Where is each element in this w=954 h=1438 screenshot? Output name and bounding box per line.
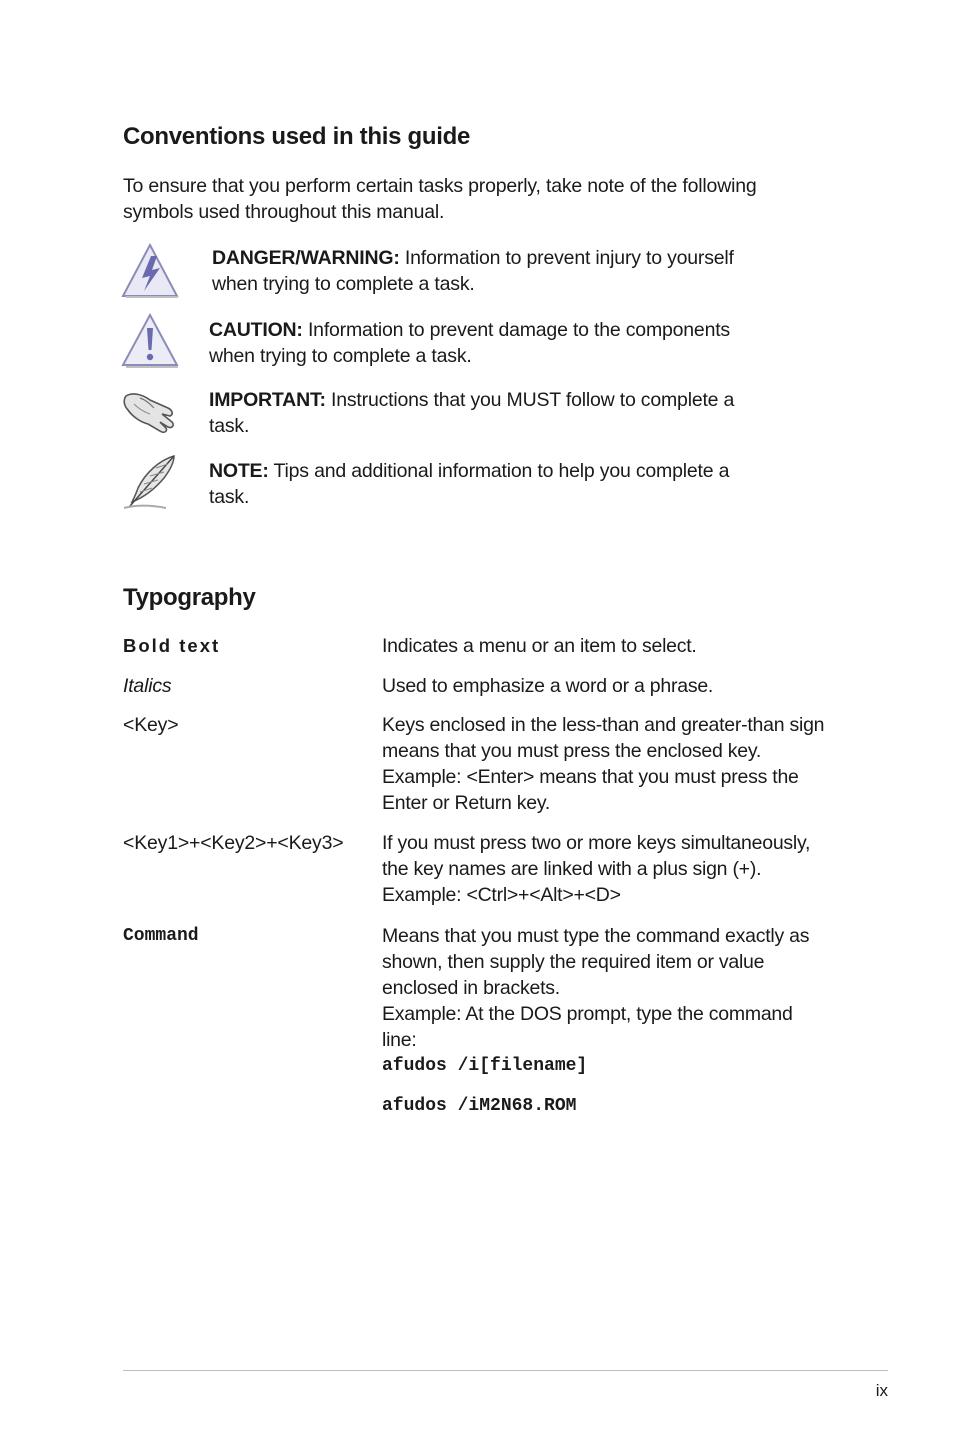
typo-desc-command [382,923,832,1119]
notice-important-desc: Instructions that you MUST follow to complete a task. [209,389,735,437]
command-example-syntax: afudos /i[filename] [382,1056,588,1076]
conventions-intro: To ensure that you perform certain tasks properly, take note of the following symbols used throughout this manual. [123,175,757,223]
notice-important-text [209,387,769,439]
notice-caution-desc: Information to prevent damage to the components when trying to complete a task. [209,319,730,367]
typo-term-key-combo: <Key1>+<Key2>+<Key3> [123,832,344,854]
typo-desc-bold: Indicates a menu or an item to select. [382,635,697,657]
typography-heading: Typography [123,584,256,611]
command-example-actual: afudos /iM2N68.ROM [382,1096,577,1116]
typo-desc-key: Keys enclosed in the less-than and greater-than sign means that you must press the enclosed key. Example: <Enter> means that you must press the Enter or Return key. [382,714,825,814]
typo-term-command: Command [123,926,199,946]
notice-danger-label: DANGER/WARNING: [212,247,400,269]
footer-divider [123,1370,888,1371]
typo-desc-command-example: Example: At the DOS prompt, type the command line: [382,1003,793,1051]
notice-danger-text [212,245,772,297]
conventions-heading: Conventions used in this guide [123,123,471,150]
typo-desc-italics: Used to emphasize a word or a phrase. [382,675,714,697]
pointing-hand-icon [120,386,180,441]
notice-note-text [209,458,769,510]
typo-desc-command-text: Means that you must type the command exactly as shown, then supply the required item or value enclosed in brackets. [382,925,810,999]
notice-note-label: NOTE: [209,460,269,482]
quill-note-icon [120,454,180,517]
notice-danger-desc: Information to prevent injury to yourself when trying to complete a task. [212,247,734,295]
page-number: ix [875,1381,888,1400]
typo-term-italics: Italics [123,675,172,697]
notice-caution-text [209,317,769,369]
notice-caution-label: CAUTION: [209,319,303,341]
notice-important-label: IMPORTANT: [209,389,326,411]
typo-term-bold: Bold text [123,635,221,656]
exclamation-caution-icon [120,312,180,375]
typo-desc-key-combo: If you must press two or more keys simultaneously, the key names are linked with a plus sign (+). Example: <Ctrl>+<Alt>+<D> [382,832,811,906]
typo-term-key: <Key> [123,714,179,736]
notice-note-desc: Tips and additional information to help you complete a task. [209,460,730,508]
lightning-warning-icon [120,242,180,305]
